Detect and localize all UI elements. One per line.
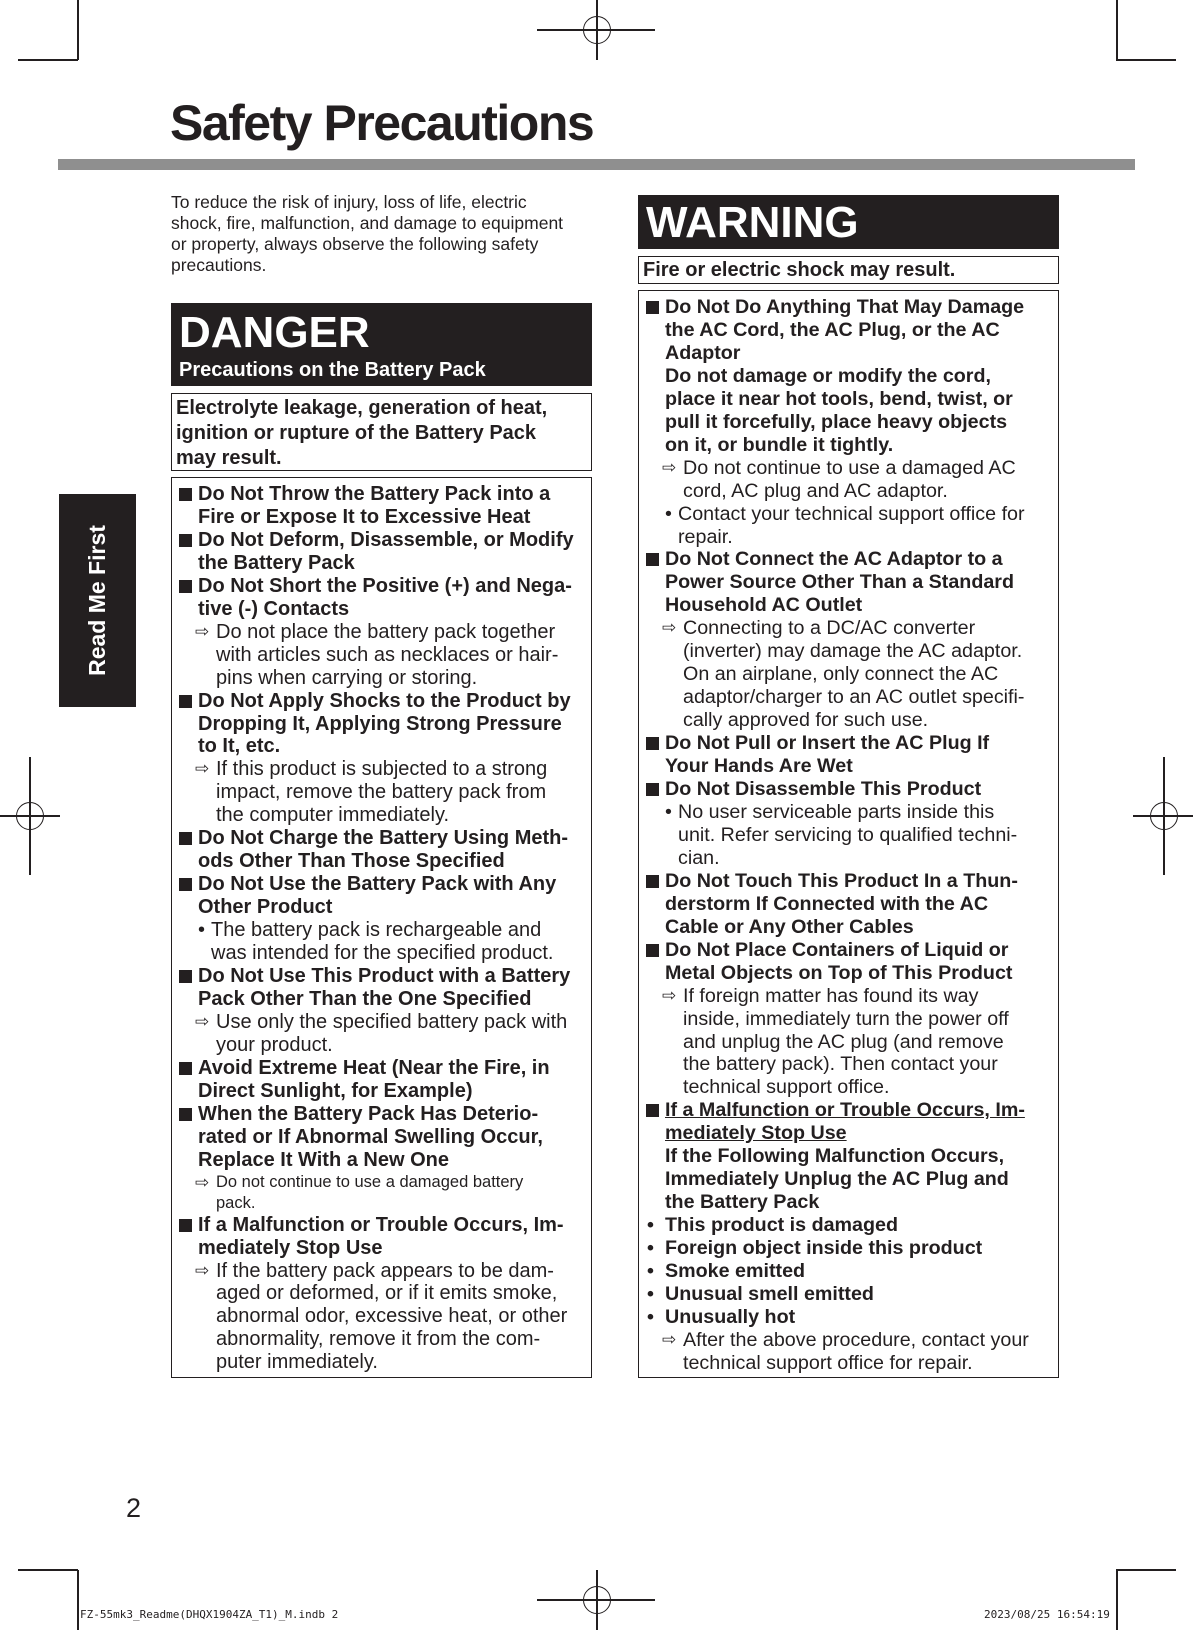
precaution-text: If a Malfunction or Trouble Occurs, Im-: [665, 1099, 1025, 1122]
precaution-heading-line: [178, 827, 589, 850]
warning-result-box: Fire or electric shock may result.: [638, 256, 1059, 284]
precaution-text: inside, immediately turn the power off: [683, 1007, 1009, 1030]
precaution-arrow-note-line: [645, 1329, 1056, 1352]
precaution-text: If this product is subjected to a strong: [216, 758, 548, 781]
precaution-arrow-note-line: [645, 1008, 1056, 1031]
precaution-text: cally approved for such use.: [683, 709, 929, 732]
precaution-bullet-note-line: [645, 503, 1056, 526]
precaution-text: Do Not Short the Positive (+) and Nega-: [198, 574, 572, 597]
precaution-text: with articles such as necklaces or hair-: [216, 643, 559, 666]
intro-line: or property, always observe the following safety: [171, 234, 539, 254]
precaution-heading-line: [178, 713, 589, 736]
crop-mark: [1116, 1570, 1118, 1630]
precaution-text: Your Hands Are Wet: [665, 755, 853, 778]
result-line: may result.: [176, 447, 282, 469]
precaution-text: Do Not Place Containers of Liquid or: [665, 938, 1009, 961]
page-number: 2: [126, 1493, 142, 1523]
side-tab: [59, 494, 136, 707]
precaution-bold-bullet-line: [645, 1214, 1056, 1237]
precaution-text: Do Not Use the Battery Pack with Any: [198, 873, 557, 896]
precaution-text: Do Not Disassemble This Product: [665, 778, 982, 801]
precaution-text: Do not damage or modify the cord,: [665, 364, 991, 387]
precaution-heading-line: [645, 1191, 1056, 1214]
precaution-text: This product is damaged: [665, 1214, 899, 1237]
registration-mark: [583, 1586, 611, 1614]
precaution-text: Do Not Do Anything That May Damage: [665, 296, 1025, 318]
precaution-heading-line: [178, 1080, 589, 1103]
precaution-text: repair.: [678, 525, 733, 548]
precaution-arrow-note-line: [178, 1328, 589, 1351]
precaution-arrow-note-line: [178, 1034, 589, 1057]
precaution-arrow-note-line: [645, 1076, 1056, 1099]
title-rule: [58, 159, 1135, 170]
precaution-text: Contact your technical support office for: [678, 502, 1025, 525]
danger-subheading: Precautions on the Battery Pack: [179, 359, 486, 381]
precaution-text: mediately Stop Use: [665, 1122, 847, 1145]
precaution-heading-line: [645, 411, 1056, 434]
precaution-heading-line: [645, 1099, 1056, 1122]
precaution-text: puter immediately.: [216, 1351, 378, 1374]
precaution-text: Do Not Apply Shocks to the Product by: [198, 689, 571, 712]
registration-mark: [583, 16, 611, 44]
precaution-text: Use only the specified battery pack with: [216, 1010, 568, 1033]
precaution-text: and unplug the AC plug (and remove: [683, 1030, 1004, 1053]
precaution-heading-line: [645, 916, 1056, 939]
precaution-bullet-note-line: [178, 919, 589, 942]
precaution-bullet-note-line: [645, 801, 1056, 824]
precaution-text: Smoke emitted: [665, 1260, 806, 1283]
precaution-text: Do Not Touch This Product In a Thun-: [665, 869, 1018, 892]
precaution-text: place it near hot tools, bend, twist, or: [665, 387, 1013, 410]
precaution-heading-line: [178, 988, 589, 1011]
precaution-arrow-note-line: [178, 758, 589, 781]
precaution-arrow-note-line: [645, 1053, 1056, 1076]
precaution-arrow-note-line: [645, 663, 1056, 686]
precaution-text: the computer immediately.: [216, 804, 450, 827]
precaution-text: Adaptor: [665, 341, 741, 364]
precaution-text: the Battery Pack: [198, 551, 355, 574]
precaution-text: the Battery Pack: [665, 1191, 820, 1214]
precaution-heading-line: [178, 1149, 589, 1172]
precaution-bold-bullet-line: [645, 1237, 1056, 1260]
intro-text: [171, 192, 591, 276]
precaution-text: Cable or Any Other Cables: [665, 915, 914, 938]
precaution-text: Immediately Unplug the AC Plug and: [665, 1168, 1009, 1191]
precaution-heading-line: [178, 483, 589, 506]
precaution-text: technical support office.: [683, 1076, 890, 1099]
precaution-arrow-note-line: [178, 1260, 589, 1283]
precaution-text: Dropping It, Applying Strong Pressure: [198, 712, 562, 735]
precaution-heading-line: [178, 965, 589, 988]
precaution-text: After the above procedure, contact your: [683, 1328, 1029, 1351]
precaution-text: If the battery pack appears to be dam-: [216, 1259, 554, 1282]
precaution-heading-line: [178, 1237, 589, 1260]
crop-mark: [77, 0, 79, 60]
precaution-arrow-note-line: [178, 667, 589, 690]
precaution-text: Replace It With a New One: [198, 1148, 449, 1171]
precaution-heading-line: [178, 1126, 589, 1149]
precaution-text: mediately Stop Use: [198, 1236, 383, 1259]
precaution-heading-line: [178, 850, 589, 873]
precaution-text: Power Source Other Than a Standard: [665, 571, 1014, 594]
precaution-text: Unusual smell emitted: [665, 1282, 874, 1305]
crop-mark: [77, 1570, 79, 1630]
side-tab-label: Read Me First: [84, 525, 111, 676]
precaution-text: Unusually hot: [665, 1305, 796, 1328]
precaution-text: cian.: [678, 846, 720, 869]
precaution-text: tive (-) Contacts: [198, 597, 350, 620]
precaution-heading-line: [645, 388, 1056, 411]
precaution-heading-line: [178, 690, 589, 713]
precaution-arrow-note-line: [645, 686, 1056, 709]
precaution-text: Do Not Use This Product with a Battery: [198, 965, 571, 988]
precaution-heading-line: [645, 1145, 1056, 1168]
precaution-arrow-note-line: [178, 804, 589, 827]
precaution-text: Do Not Connect the AC Adaptor to a: [665, 548, 1003, 571]
crop-mark: [1116, 1569, 1176, 1571]
precaution-text: No user serviceable parts inside this: [678, 800, 995, 823]
precaution-text: Fire or Expose It to Excessive Heat: [198, 505, 531, 528]
precaution-text: unit. Refer servicing to qualified techni-: [678, 823, 1018, 846]
precaution-heading-line: [645, 571, 1056, 594]
precaution-text: abnormal odor, excessive heat, or other: [216, 1305, 568, 1328]
precaution-arrow-note-line: [178, 1172, 589, 1193]
precaution-heading-line: [645, 893, 1056, 916]
precaution-arrow-note-line: [645, 1352, 1056, 1375]
precaution-text: impact, remove the battery pack from: [216, 781, 547, 804]
precaution-bullet-note-line: [645, 526, 1056, 549]
precaution-heading-line: [645, 962, 1056, 985]
warning-heading-box: [638, 195, 1059, 249]
danger-precautions-list: [171, 477, 592, 1378]
precaution-text: to It, etc.: [198, 735, 281, 758]
precaution-heading-line: [645, 342, 1056, 365]
precaution-text: If a Malfunction or Trouble Occurs, Im-: [198, 1213, 564, 1236]
intro-line: shock, fire, malfunction, and damage to equipment: [171, 213, 564, 233]
precaution-text: Do Not Throw the Battery Pack into a: [198, 483, 551, 505]
precaution-text: pack.: [216, 1193, 256, 1212]
precaution-text: On an airplane, only connect the AC: [683, 663, 999, 686]
precaution-arrow-note-line: [645, 457, 1056, 480]
precaution-heading-line: [178, 506, 589, 529]
crop-mark: [1116, 59, 1176, 61]
result-line: ignition or rupture of the Battery Pack: [176, 422, 537, 444]
precaution-text: cord, AC plug and AC adaptor.: [683, 479, 948, 502]
precaution-arrow-note-line: [178, 781, 589, 804]
precaution-text: Do not continue to use a damaged AC: [683, 456, 1016, 479]
precaution-text: Do Not Charge the Battery Using Meth-: [198, 827, 569, 850]
precaution-heading-line: [645, 365, 1056, 388]
precaution-text: Connecting to a DC/AC converter: [683, 617, 976, 640]
precaution-arrow-note-line: [645, 709, 1056, 732]
precaution-text: abnormality, remove it from the com-: [216, 1328, 541, 1351]
crop-mark: [18, 59, 78, 61]
precaution-heading-line: [178, 1103, 589, 1126]
precaution-text: Direct Sunlight, for Example): [198, 1079, 473, 1102]
precaution-text: (inverter) may damage the AC adaptor.: [683, 640, 1023, 663]
precaution-arrow-note-line: [645, 640, 1056, 663]
precaution-heading-line: [645, 939, 1056, 962]
result-line: Electrolyte leakage, generation of heat,: [176, 397, 548, 419]
precaution-text: When the Battery Pack Has Deterio-: [198, 1102, 539, 1125]
precaution-text: technical support office for repair.: [683, 1351, 973, 1374]
precaution-heading-line: [178, 1057, 589, 1080]
precaution-heading-line: [645, 594, 1056, 617]
precaution-heading-line: [178, 735, 589, 758]
precaution-text: Do not place the battery pack together: [216, 620, 556, 643]
precaution-bold-bullet-line: [645, 1260, 1056, 1283]
precaution-arrow-note-line: [645, 480, 1056, 503]
precaution-arrow-note-line: [645, 1031, 1056, 1054]
precaution-heading-line: [645, 1122, 1056, 1145]
page-title: Safety Precautions: [170, 95, 594, 151]
precaution-text: on it, or bundle it tightly.: [665, 433, 894, 456]
precaution-heading-line: [645, 296, 1056, 319]
precaution-heading-line: [645, 870, 1056, 893]
footer-date-slug: 2023/08/25 16:54:19: [984, 1608, 1110, 1621]
danger-result-box: [171, 393, 592, 471]
precaution-arrow-note-line: [178, 1193, 589, 1214]
precaution-text: was intended for the specified product.: [211, 942, 554, 965]
precaution-text: your product.: [216, 1033, 333, 1056]
precaution-bold-bullet-line: [645, 1306, 1056, 1329]
precaution-heading-line: [645, 434, 1056, 457]
precaution-text: Other Product: [198, 896, 333, 919]
precaution-text: aged or deformed, or if it emits smoke,: [216, 1282, 558, 1305]
precaution-heading-line: [645, 778, 1056, 801]
precaution-heading-line: [178, 598, 589, 621]
precaution-text: Avoid Extreme Heat (Near the Fire, in: [198, 1056, 550, 1079]
precaution-heading-line: [178, 552, 589, 575]
precaution-heading-line: [645, 319, 1056, 342]
precaution-arrow-note-line: [178, 1351, 589, 1374]
precaution-text: pins when carrying or storing.: [216, 666, 478, 689]
precaution-text: If the Following Malfunction Occurs,: [665, 1145, 1005, 1168]
precaution-heading-line: [178, 896, 589, 919]
precaution-text: Household AC Outlet: [665, 594, 863, 617]
precaution-text: The battery pack is rechargeable and: [211, 919, 542, 942]
footer-file-slug: FZ-55mk3_Readme(DHQX1904ZA_T1)_M.indb 2: [80, 1608, 339, 1621]
precaution-heading-line: [645, 548, 1056, 571]
precaution-heading-line: [178, 575, 589, 598]
intro-line: To reduce the risk of injury, loss of life, electric: [171, 192, 527, 212]
precaution-text: pull it forcefully, place heavy objects: [665, 410, 1008, 433]
precaution-text: Foreign object inside this product: [665, 1237, 983, 1260]
warning-precautions-list: [638, 290, 1059, 1378]
precaution-heading-line: [178, 1214, 589, 1237]
registration-mark: [1150, 802, 1178, 830]
precaution-heading-line: [178, 873, 589, 896]
precaution-arrow-note-line: [645, 985, 1056, 1008]
precaution-text: Do Not Deform, Disassemble, or Modify: [198, 528, 574, 551]
danger-heading: DANGER: [179, 308, 370, 357]
precaution-bold-bullet-line: [645, 1283, 1056, 1306]
precaution-bullet-note-line: [645, 824, 1056, 847]
precaution-text: adaptor/charger to an AC outlet specifi-: [683, 686, 1025, 709]
precaution-heading-line: [645, 732, 1056, 755]
intro-line: precautions.: [171, 255, 267, 275]
precaution-arrow-note-line: [645, 617, 1056, 640]
precaution-text: rated or If Abnormal Swelling Occur,: [198, 1125, 543, 1148]
crop-mark: [18, 1569, 78, 1571]
precaution-text: Do Not Pull or Insert the AC Plug If: [665, 732, 990, 755]
precaution-arrow-note-line: [178, 1305, 589, 1328]
registration-mark: [16, 802, 44, 830]
danger-heading-box: [171, 303, 592, 386]
precaution-bullet-note-line: [178, 942, 589, 965]
precaution-text: If foreign matter has found its way: [683, 984, 979, 1007]
precaution-text: the AC Cord, the AC Plug, or the AC: [665, 318, 1000, 341]
precaution-arrow-note-line: [178, 1011, 589, 1034]
precaution-text: Pack Other Than the One Specified: [198, 987, 532, 1010]
precaution-heading-line: [645, 755, 1056, 778]
precaution-bullet-note-line: [645, 847, 1056, 870]
precaution-text: Do not continue to use a damaged battery: [216, 1172, 524, 1191]
precaution-text: derstorm If Connected with the AC: [665, 892, 989, 915]
warning-heading: WARNING: [646, 198, 859, 247]
precaution-text: ods Other Than Those Specified: [198, 850, 505, 873]
precaution-heading-line: [645, 1168, 1056, 1191]
precaution-text: the battery pack). Then contact your: [683, 1053, 998, 1076]
precaution-arrow-note-line: [178, 644, 589, 667]
precaution-text: Metal Objects on Top of This Product: [665, 961, 1013, 984]
crop-mark: [1116, 0, 1118, 60]
precaution-heading-line: [178, 529, 589, 552]
precaution-arrow-note-line: [178, 621, 589, 644]
precaution-arrow-note-line: [178, 1282, 589, 1305]
